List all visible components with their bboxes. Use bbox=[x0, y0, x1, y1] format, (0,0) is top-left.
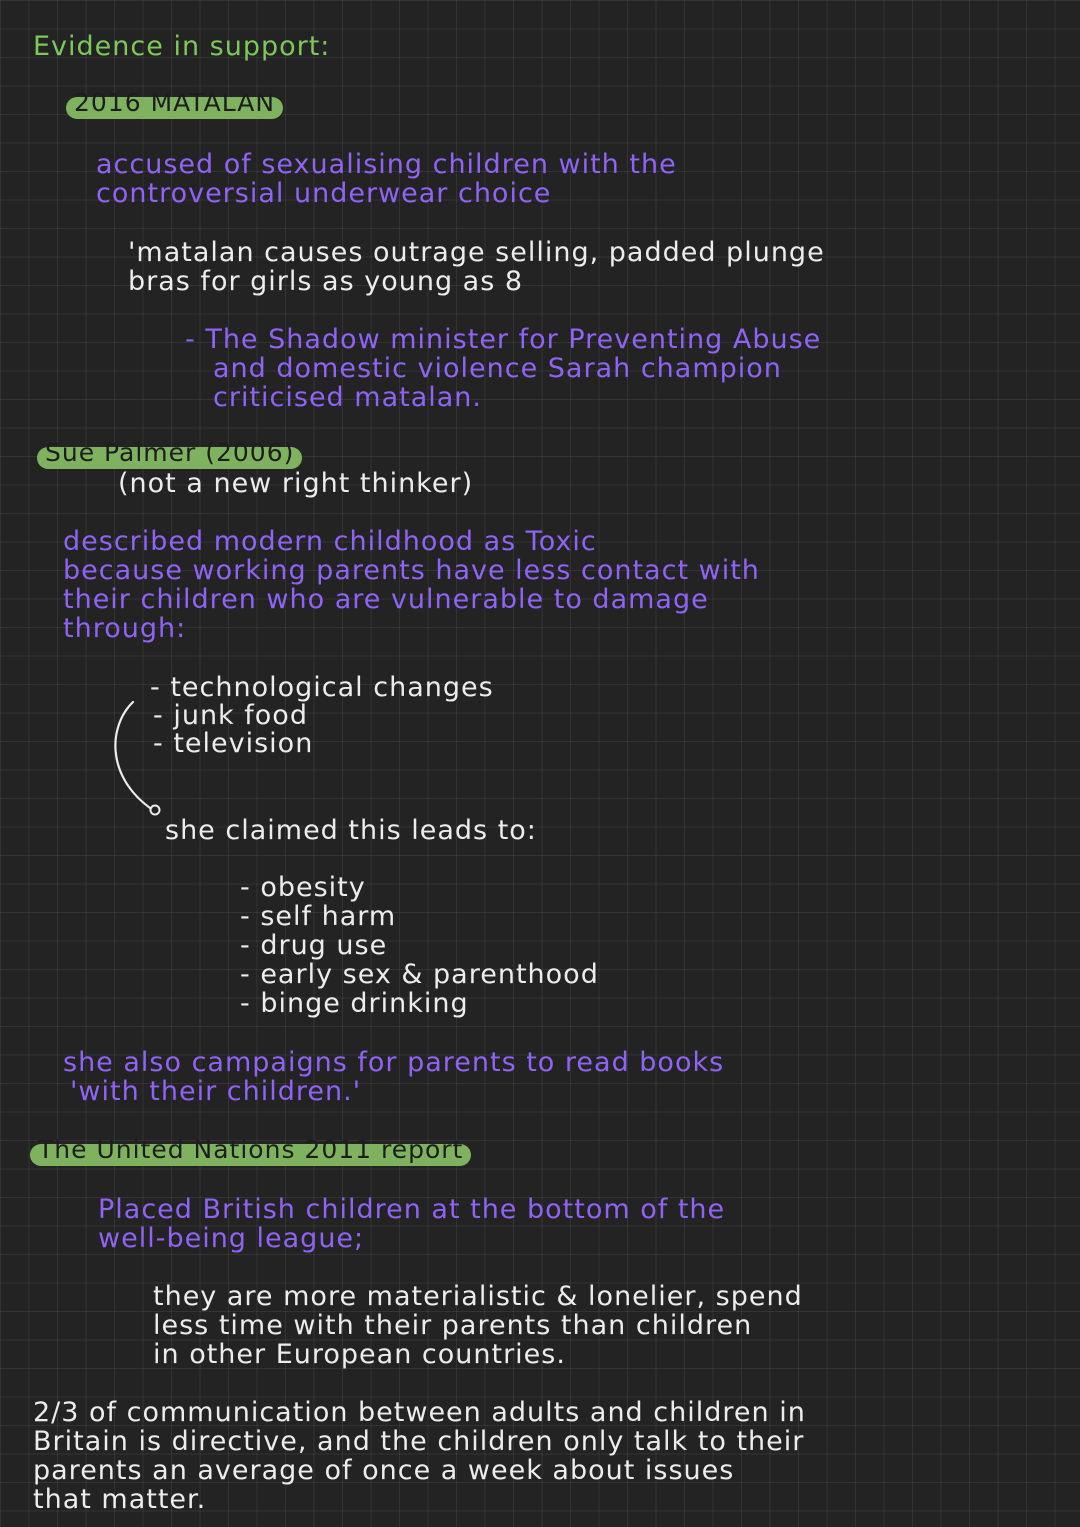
matalan-critic-line-3: criticised matalan. bbox=[213, 382, 483, 413]
communication-line-2: Britain is directive, and the children only talk to their bbox=[33, 1426, 805, 1457]
curved-arrow-icon bbox=[105, 700, 175, 820]
matalan-quote-line-1: 'matalan causes outrage selling, padded plunge bbox=[128, 237, 825, 268]
palmer-description-line-4: through: bbox=[63, 613, 187, 644]
palmer-cause-1: - technological changes bbox=[150, 672, 494, 703]
palmer-claim: she claimed this leads to: bbox=[165, 815, 537, 846]
matalan-quote-line-2: bras for girls as young as 8 bbox=[128, 266, 524, 297]
palmer-subtitle: (not a new right thinker) bbox=[118, 468, 474, 499]
palmer-effect-4: - early sex & parenthood bbox=[240, 959, 599, 990]
palmer-effect-2: - self harm bbox=[240, 901, 397, 932]
palmer-effect-5: - binge drinking bbox=[240, 988, 469, 1019]
palmer-description-line-1: described modern childhood as Toxic bbox=[63, 526, 597, 557]
palmer-description-line-2: because working parents have less contact with bbox=[63, 555, 760, 586]
palmer-cause-3: - television bbox=[153, 728, 314, 759]
matalan-title: 2016 MATALAN bbox=[66, 93, 283, 122]
communication-line-1: 2/3 of communication between adults and children in bbox=[33, 1397, 806, 1428]
palmer-effect-3: - drug use bbox=[240, 930, 388, 961]
palmer-effect-1: - obesity bbox=[240, 872, 366, 903]
matalan-critic-line-2: and domestic violence Sarah champion bbox=[213, 353, 782, 384]
un-summary-line-1: Placed British children at the bottom of the bbox=[98, 1194, 726, 1225]
palmer-description-line-3: their children who are vulnerable to damage bbox=[63, 584, 709, 615]
un-detail-line-3: in other European countries. bbox=[153, 1339, 566, 1370]
matalan-summary-line-2: controversial underwear choice bbox=[96, 178, 552, 209]
un-summary-line-2: well-being league; bbox=[98, 1223, 365, 1254]
palmer-title: Sue Palmer (2006) bbox=[37, 443, 302, 472]
palmer-campaign-line-2: 'with their children.' bbox=[70, 1076, 362, 1107]
un-detail-line-2: less time with their parents than children bbox=[153, 1310, 753, 1341]
communication-line-4: that matter. bbox=[33, 1484, 207, 1515]
palmer-campaign-line-1: she also campaigns for parents to read books bbox=[63, 1047, 725, 1078]
matalan-critic-line-1: - The Shadow minister for Preventing Abuse bbox=[185, 324, 822, 355]
un-report-title: The United Nations 2011 report bbox=[30, 1140, 471, 1169]
section-heading: Evidence in support: bbox=[33, 31, 331, 62]
communication-line-3: parents an average of once a week about issues bbox=[33, 1455, 735, 1486]
palmer-cause-2: - junk food bbox=[153, 700, 308, 731]
un-detail-line-1: they are more materialistic & lonelier, spend bbox=[153, 1281, 803, 1312]
matalan-summary-line-1: accused of sexualising children with the bbox=[96, 149, 677, 180]
